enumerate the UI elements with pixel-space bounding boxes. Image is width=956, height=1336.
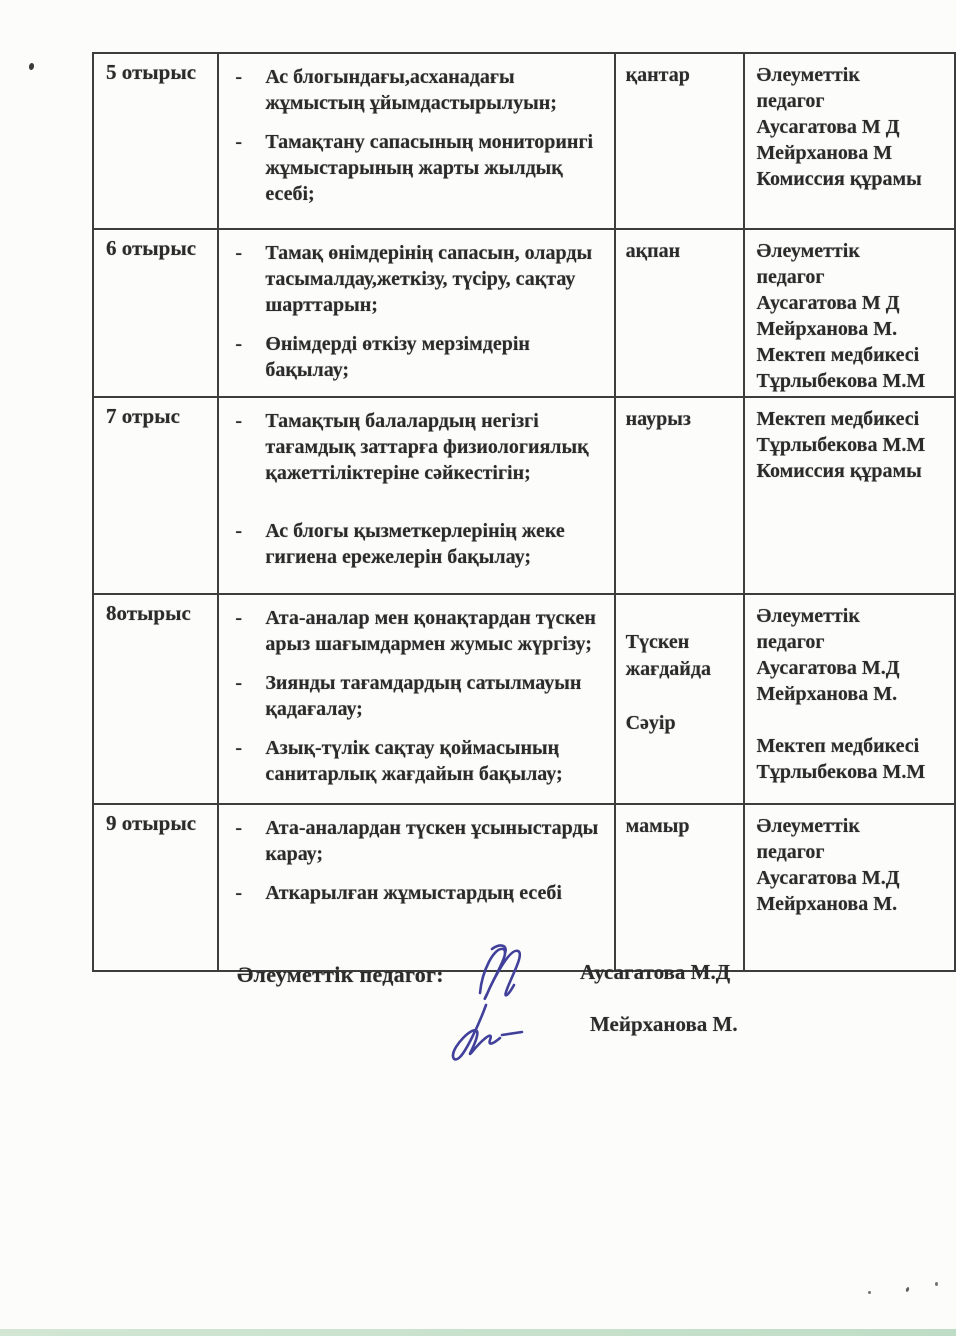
agenda-item-text: Аткарылған жұмыстардың есебі xyxy=(265,882,562,904)
responsible-line: Әлеуметтік xyxy=(756,605,860,627)
agenda-item xyxy=(235,240,605,318)
month-cell xyxy=(615,53,744,229)
signature-ink-stroke xyxy=(453,1005,500,1059)
signature-role-label: Әлеуметтік педагог: xyxy=(237,962,444,987)
month-text xyxy=(626,683,739,710)
agenda-cell xyxy=(218,53,614,229)
signature-block xyxy=(0,935,956,1085)
month-text: қантар xyxy=(625,64,690,86)
agenda-item xyxy=(235,670,605,722)
signatory-name: Аусагатова М.Д xyxy=(580,960,731,984)
agenda-cell xyxy=(218,229,614,397)
month-cell xyxy=(615,229,744,397)
responsible-line: Әлеуметтік xyxy=(756,240,860,262)
meeting-number-cell xyxy=(93,397,218,594)
agenda-item xyxy=(235,605,605,657)
agenda-cell xyxy=(218,397,614,594)
month-text: жағдайда xyxy=(625,658,711,680)
responsible-line: педагог xyxy=(756,90,825,112)
responsible-line xyxy=(757,707,949,733)
scan-speckle xyxy=(935,1282,938,1286)
month-cell xyxy=(615,594,744,804)
agenda-item xyxy=(235,880,605,906)
responsible-line: педагог xyxy=(756,841,825,863)
responsible-line: Мейрханова М. xyxy=(756,318,898,340)
responsible-line: Тұрлыбекова М.М xyxy=(756,370,926,392)
responsible-cell xyxy=(744,53,956,229)
meeting-number: 5 отырыс xyxy=(106,60,197,84)
signatory-name: Мейрханова М. xyxy=(590,1012,738,1036)
agenda-item xyxy=(235,518,605,570)
agenda-item-text: Азық-түлік сақтау қоймасының санитарлық жағдайын бақылау; xyxy=(265,737,563,785)
agenda-item-text: Ата-аналар мен қонақтардан түскен арыз шағымдармен жумыс жүргізу; xyxy=(265,607,596,655)
responsible-line: Аусагатова М.Д xyxy=(756,867,900,889)
agenda-item-text: Ас блогындағы,асханадағы жұмыстың ұйымдастырылуын; xyxy=(265,66,557,114)
agenda-item xyxy=(235,64,605,116)
responsible-cell xyxy=(744,594,956,804)
scan-speckle xyxy=(868,1291,871,1294)
agenda-item xyxy=(235,129,605,207)
meeting-number-cell xyxy=(93,594,218,804)
handwritten-signatures xyxy=(442,935,582,1070)
month-cell xyxy=(615,397,744,594)
responsible-line: Мектеп медбикесі xyxy=(756,344,920,366)
agenda-item-text: Зиянды тағамдардың сатылмауын қадағалау; xyxy=(265,672,582,720)
responsible-cell xyxy=(744,397,956,594)
meeting-number: 8отырыс xyxy=(106,601,191,625)
responsible-line: Әлеуметтік xyxy=(756,815,860,837)
responsible-line: Тұрлыбекова М.М xyxy=(756,434,926,456)
responsible-line: Мейрханова М xyxy=(756,142,893,164)
table-row xyxy=(93,53,955,229)
responsible-cell xyxy=(744,229,956,397)
dash-bullet: - xyxy=(235,333,243,355)
meeting-plan-table xyxy=(92,52,956,972)
dash-bullet: - xyxy=(235,66,243,88)
table-row xyxy=(93,397,955,594)
agenda-item-text: Тамақтану сапасының мониторингі жұмыстарының жарты жылдық есебі; xyxy=(265,131,594,205)
dash-bullet: - xyxy=(235,882,243,904)
month-text: Түскен xyxy=(625,631,690,653)
responsible-line: Аусагатова М Д xyxy=(756,292,900,314)
scan-edge-tint xyxy=(0,1329,956,1336)
agenda-item-text: Тамақтың балалардың негізгі тағамдық заттарға физиологиялық қажеттіліктеріне сәйкестігін; xyxy=(265,410,589,484)
responsible-line: Аусагатова М Д xyxy=(756,116,900,138)
agenda-item-text: Ас блогы қызметкерлерінің жеке гигиена ережелерін бақылау; xyxy=(265,520,565,568)
responsible-line: Мектеп медбикесі xyxy=(756,735,920,757)
agenda-item-text: Тамақ өнімдерінің сапасын, оларды тасымалдау,жеткізу, түсіру, сақтау шарттарын; xyxy=(265,242,593,316)
month-text: мамыр xyxy=(625,815,690,837)
dash-bullet: - xyxy=(235,672,243,694)
agenda-item-text: Өнімдерді өткізу мерзімдерін бақылау; xyxy=(265,333,530,381)
dash-bullet: - xyxy=(235,817,243,839)
responsible-line: Тұрлыбекова М.М xyxy=(756,761,926,783)
agenda-item xyxy=(235,735,605,787)
dash-bullet: - xyxy=(235,131,243,153)
dash-bullet: - xyxy=(235,737,243,759)
table-row xyxy=(93,594,955,804)
responsible-line: Мейрханова М. xyxy=(756,893,898,915)
meeting-number: 7 отрыс xyxy=(106,404,180,428)
responsible-line: Комиссия құрамы xyxy=(756,460,922,482)
dash-bullet: - xyxy=(235,410,243,432)
meeting-number: 6 отырыс xyxy=(106,236,197,260)
scan-speckle xyxy=(28,62,35,70)
responsible-line: педагог xyxy=(756,266,825,288)
month-text: наурыз xyxy=(625,408,691,430)
meeting-number-cell xyxy=(93,53,218,229)
agenda-item xyxy=(235,815,605,867)
agenda-cell xyxy=(218,594,614,804)
signature-ink-stroke xyxy=(502,1032,522,1035)
meeting-number-cell xyxy=(93,229,218,397)
responsible-line: Мейрханова М. xyxy=(756,683,898,705)
scan-speckle xyxy=(905,1287,910,1293)
meeting-number: 9 отырыс xyxy=(106,811,197,835)
month-text: ақпан xyxy=(625,240,681,262)
dash-bullet: - xyxy=(235,242,243,264)
dash-bullet: - xyxy=(235,607,243,629)
responsible-line: педагог xyxy=(756,631,825,653)
agenda-item xyxy=(235,331,605,383)
responsible-line: Аусагатова М.Д xyxy=(756,657,900,679)
dash-bullet: - xyxy=(235,520,243,542)
responsible-line: Әлеуметтік xyxy=(756,64,860,86)
signature-ink-stroke xyxy=(480,949,520,999)
responsible-line: Комиссия құрамы xyxy=(756,168,922,190)
responsible-line: Мектеп медбикесі xyxy=(756,408,920,430)
month-text: Сәуір xyxy=(625,712,676,734)
table-row xyxy=(93,229,955,397)
agenda-item xyxy=(235,408,605,486)
agenda-item-text: Ата-аналардан түскен ұсыныстарды карау; xyxy=(265,817,599,865)
